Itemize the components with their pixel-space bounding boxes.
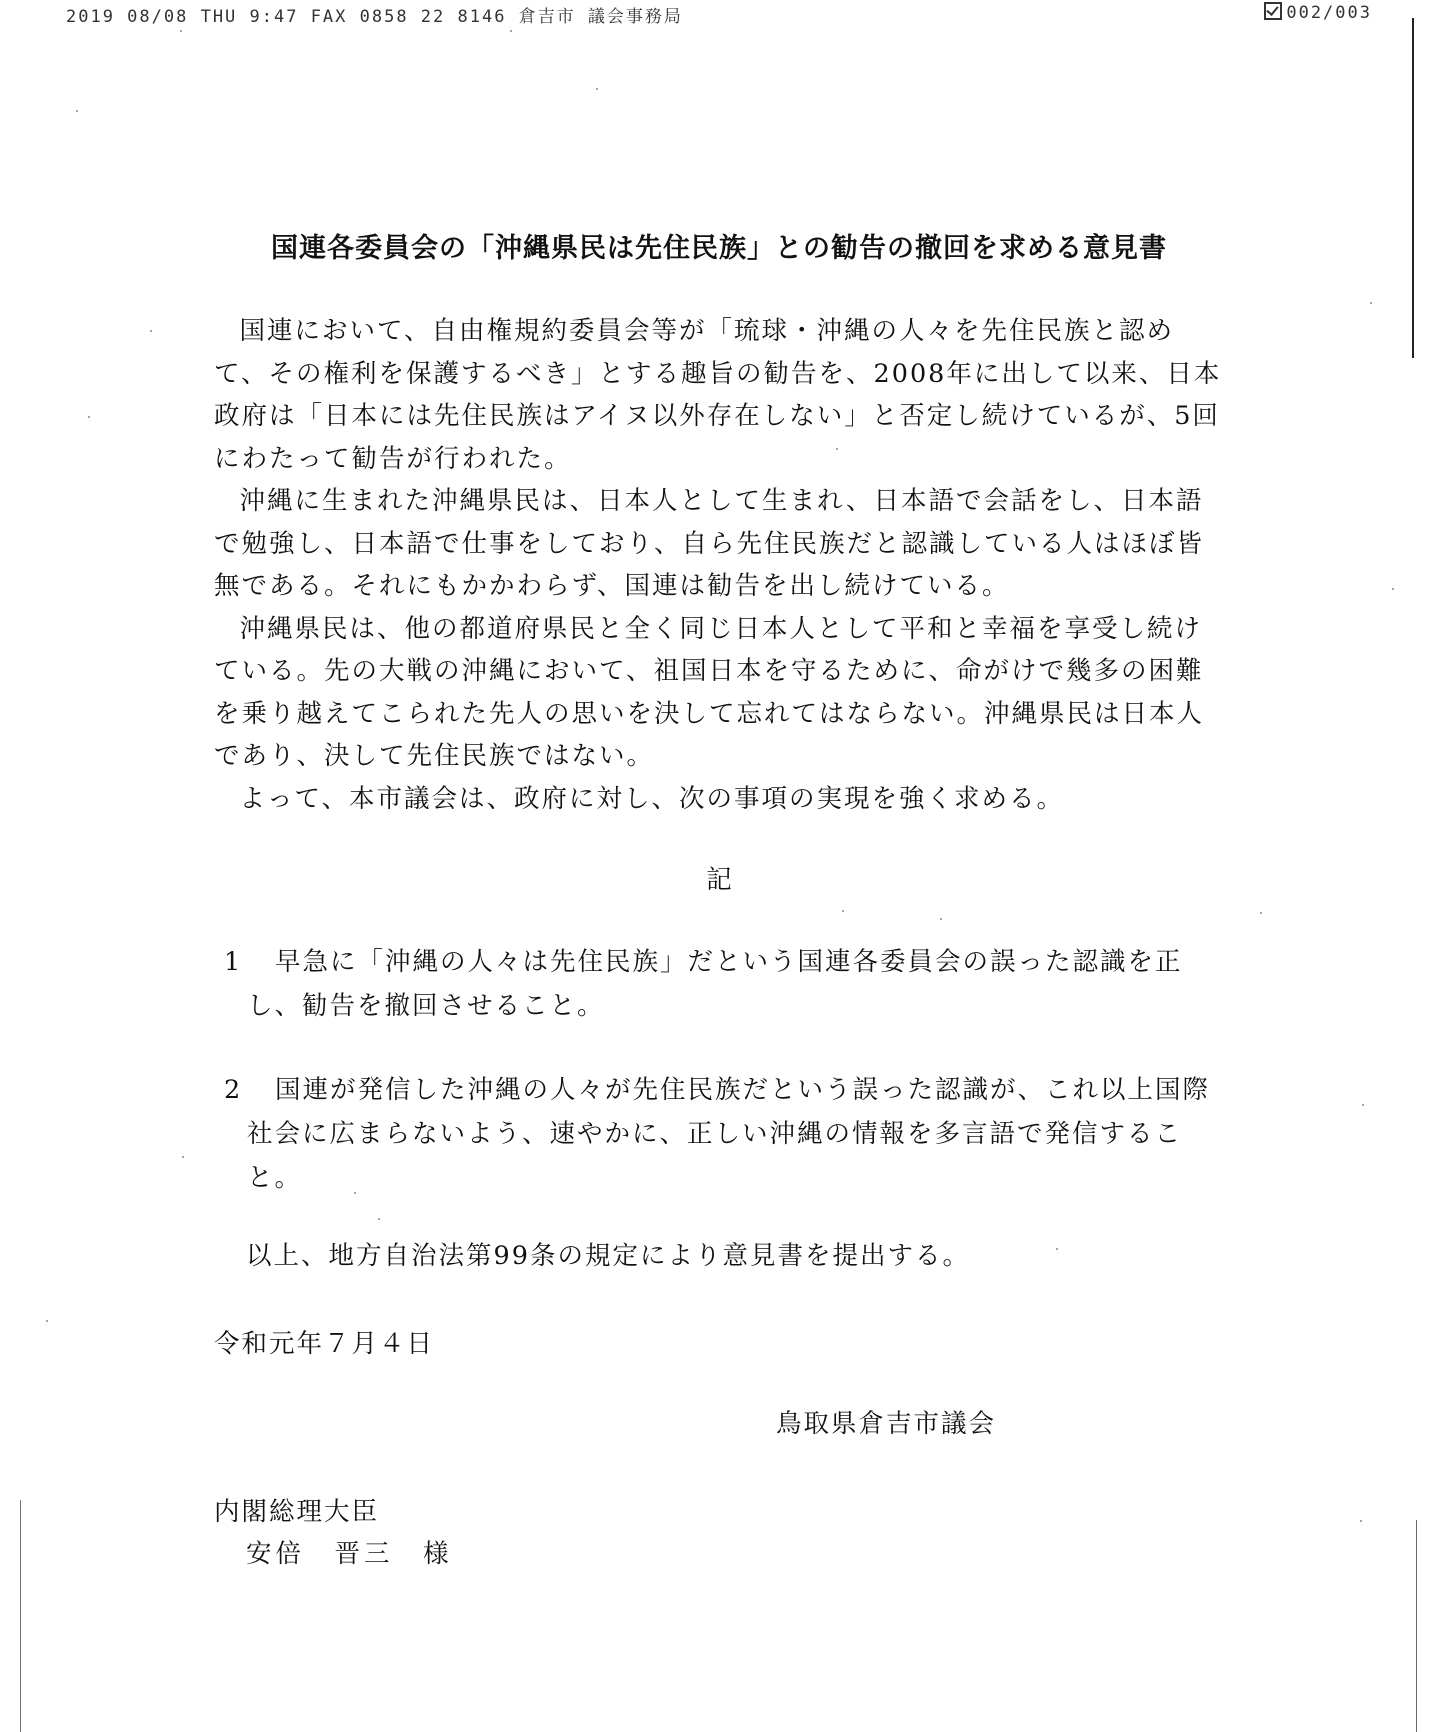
body-paragraph: 国連において、自由権規約委員会等が「琉球・沖縄の人々を先住民族と認めて、その権利を保護するべき」とする趣旨の勧告を、2008年に出して以来、日本政府は「日本には先住民族はアイヌ以外存在しない」と否定し続けているが、5回にわたって勧告が行われた。 (214, 316, 1222, 474)
document-body (214, 310, 1224, 820)
scan-speck (510, 30, 512, 32)
fax-page-number: 002/003 (1286, 3, 1372, 23)
scan-edge-line (1412, 18, 1414, 358)
closing-statement: 以上、地方自治法第99条の規定により意見書を提出する。 (246, 1241, 970, 1271)
scan-speck (76, 110, 78, 112)
request-item (224, 940, 1234, 1028)
sender-name: 鳥取県倉吉市議会 (776, 1409, 997, 1439)
scan-speck (88, 416, 90, 418)
scan-speck (378, 1218, 380, 1220)
ki-heading: 記 (706, 865, 732, 895)
scan-speck (1260, 912, 1262, 914)
scan-speck (180, 30, 182, 32)
request-item-number: 2 (224, 1075, 243, 1105)
scan-speck (1370, 302, 1372, 304)
scan-edge-line (1416, 1520, 1417, 1732)
addressee-title: 内閣総理大臣 (214, 1497, 380, 1527)
scan-speck (1392, 588, 1394, 590)
request-item-text: 早急に「沖縄の人々は先住民族」だという国連各委員会の誤った認識を正し、勧告を撤回させること。 (247, 947, 1183, 1021)
scan-speck (596, 88, 598, 90)
scan-speck (1362, 1104, 1364, 1106)
scan-speck (940, 918, 942, 920)
fax-header-transmission-info: 2019 08/08 THU 9:47 FAX 0858 22 8146 倉吉市 議会事務局 (66, 7, 683, 27)
scan-speck (836, 448, 838, 450)
checkbox-icon (1264, 2, 1282, 20)
scan-speck (1360, 1520, 1362, 1522)
body-paragraph: 沖縄に生まれた沖縄県民は、日本人として生まれ、日本語で会話をし、日本語で勉強し、日本語で仕事をしており、自ら先住民族だと認識している人はほぼ皆無である。それにもかかわらず、国連は勧告を出し続けている。 (214, 486, 1205, 601)
scan-speck (150, 330, 152, 332)
fax-header (66, 2, 1372, 28)
fax-header-page-count (1264, 2, 1372, 23)
request-item-number: 1 (224, 947, 243, 977)
document-date: 令和元年７月４日 (214, 1329, 435, 1359)
request-item-text: 国連が発信した沖縄の人々が先住民族だという誤った認識が、これ以上国際社会に広まらないよう、速やかに、正しい沖縄の情報を多言語で発信すること。 (247, 1075, 1211, 1193)
scan-speck (1056, 1248, 1058, 1250)
scan-speck (354, 1192, 356, 1194)
addressee-name: 安倍 晋三 様 (246, 1539, 453, 1569)
scan-speck (46, 1320, 48, 1322)
scan-speck (842, 910, 844, 912)
body-paragraph: 沖縄県民は、他の都道府県民と全く同じ日本人として平和と幸福を享受し続けている。先の大戦の沖縄において、祖国日本を守るために、命がけで幾多の困難を乗り越えてこられた先人の思いを決して忘れてはならない。沖縄県民は日本人であり、決して先住民族ではない。 (214, 613, 1205, 771)
body-paragraph: よって、本市議会は、政府に対し、次の事項の実現を強く求める。 (239, 783, 1064, 814)
request-item (224, 1068, 1234, 1200)
document-title: 国連各委員会の「沖縄県民は先住民族」との勧告の撤回を求める意見書 (271, 233, 1167, 264)
scan-speck (182, 1156, 184, 1158)
scan-edge-line (20, 1500, 21, 1732)
